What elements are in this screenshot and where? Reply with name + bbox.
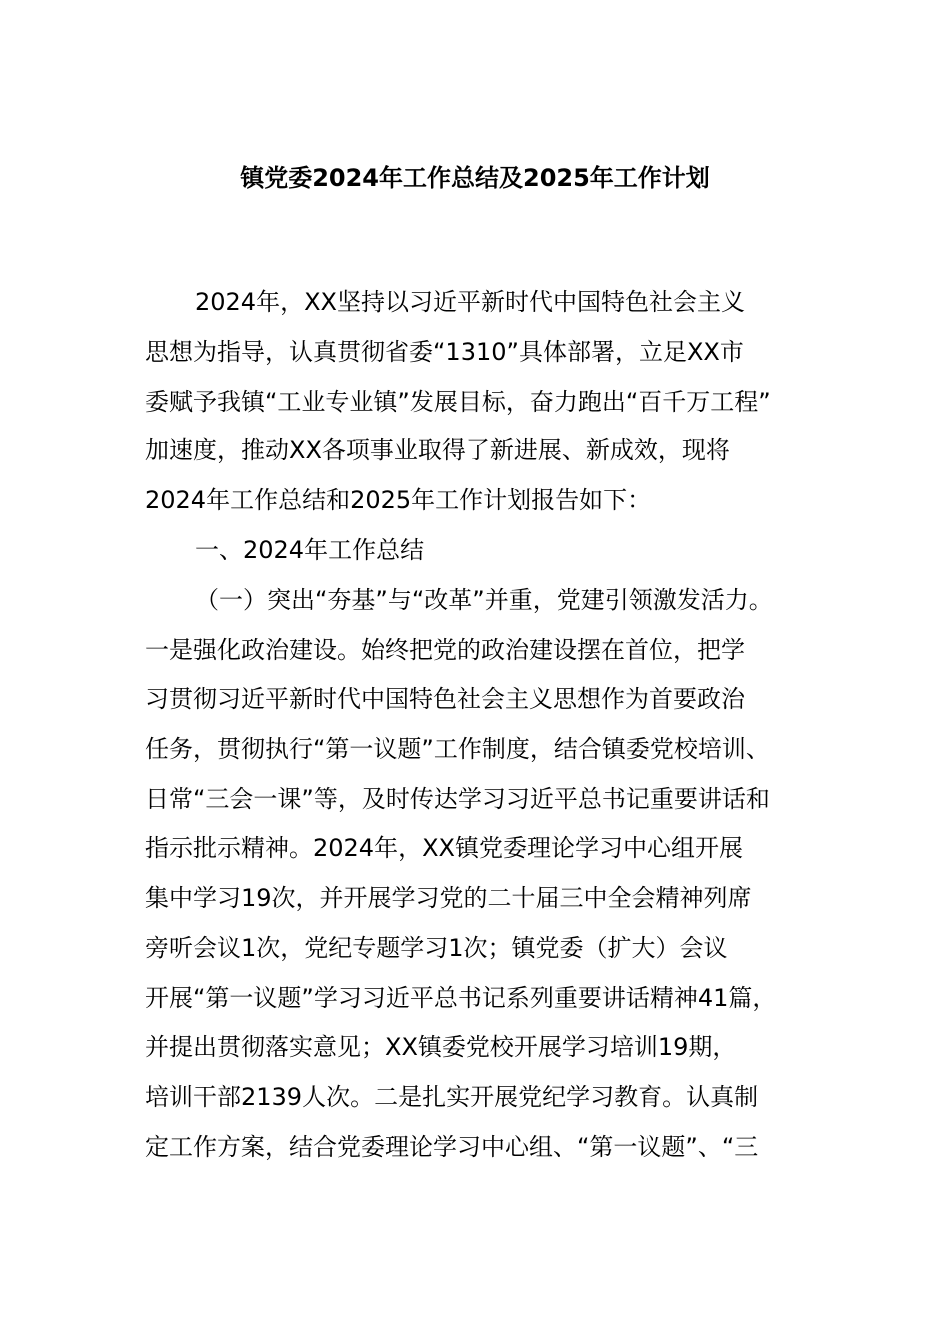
paragraph-line: 指示批示精神。2024年，XX镇党委理论学习中心组开展 [145, 834, 743, 862]
paragraph-line: 开展“第一议题”学习习近平总书记系列重要讲话精神41篇， [145, 984, 777, 1012]
paragraph-line: 加速度，推动XX各项事业取得了新进展、新成效，现将 [145, 436, 730, 464]
subsection-heading: （一）突出“夯基”与“改革”并重，党建引领激发活力。 [195, 586, 773, 614]
paragraph-line: 并提出贯彻落实意见；XX镇委党校开展学习培训19期， [145, 1033, 737, 1061]
paragraph-line: 集中学习19次，并开展学习党的二十届三中全会精神列席 [145, 884, 752, 912]
paragraph-line: 培训干部2139人次。二是扎实开展党纪学习教育。认真制 [145, 1083, 759, 1111]
paragraph-line: 日常“三会一课”等，及时传达学习习近平总书记重要讲话和 [145, 785, 770, 813]
paragraph-line: 思想为指导，认真贯彻省委“1310”具体部署，立足XX市 [145, 338, 744, 366]
paragraph-line: 2024年工作总结和2025年工作计划报告如下： [145, 486, 652, 514]
paragraph-line: 任务，贯彻执行“第一议题”工作制度，结合镇委党校培训、 [145, 735, 770, 763]
document-title: 镇党委2024年工作总结及2025年工作计划 [240, 164, 710, 192]
paragraph-line: 2024年，XX坚持以习近平新时代中国特色社会主义 [195, 288, 745, 316]
paragraph-line: 习贯彻习近平新时代中国特色社会主义思想作为首要政治 [145, 685, 745, 713]
section-heading: 一、2024年工作总结 [195, 536, 425, 564]
paragraph-line: 旁听会议1次，党纪专题学习1次；镇党委（扩大）会议 [145, 934, 728, 962]
paragraph-line: 委赋予我镇“工业专业镇”发展目标，奋力跑出“百千万工程” [145, 388, 771, 416]
paragraph-line: 一是强化政治建设。始终把党的政治建设摆在首位，把学 [145, 636, 745, 664]
paragraph-line: 定工作方案，结合党委理论学习中心组、“第一议题”、“三 [145, 1133, 759, 1161]
